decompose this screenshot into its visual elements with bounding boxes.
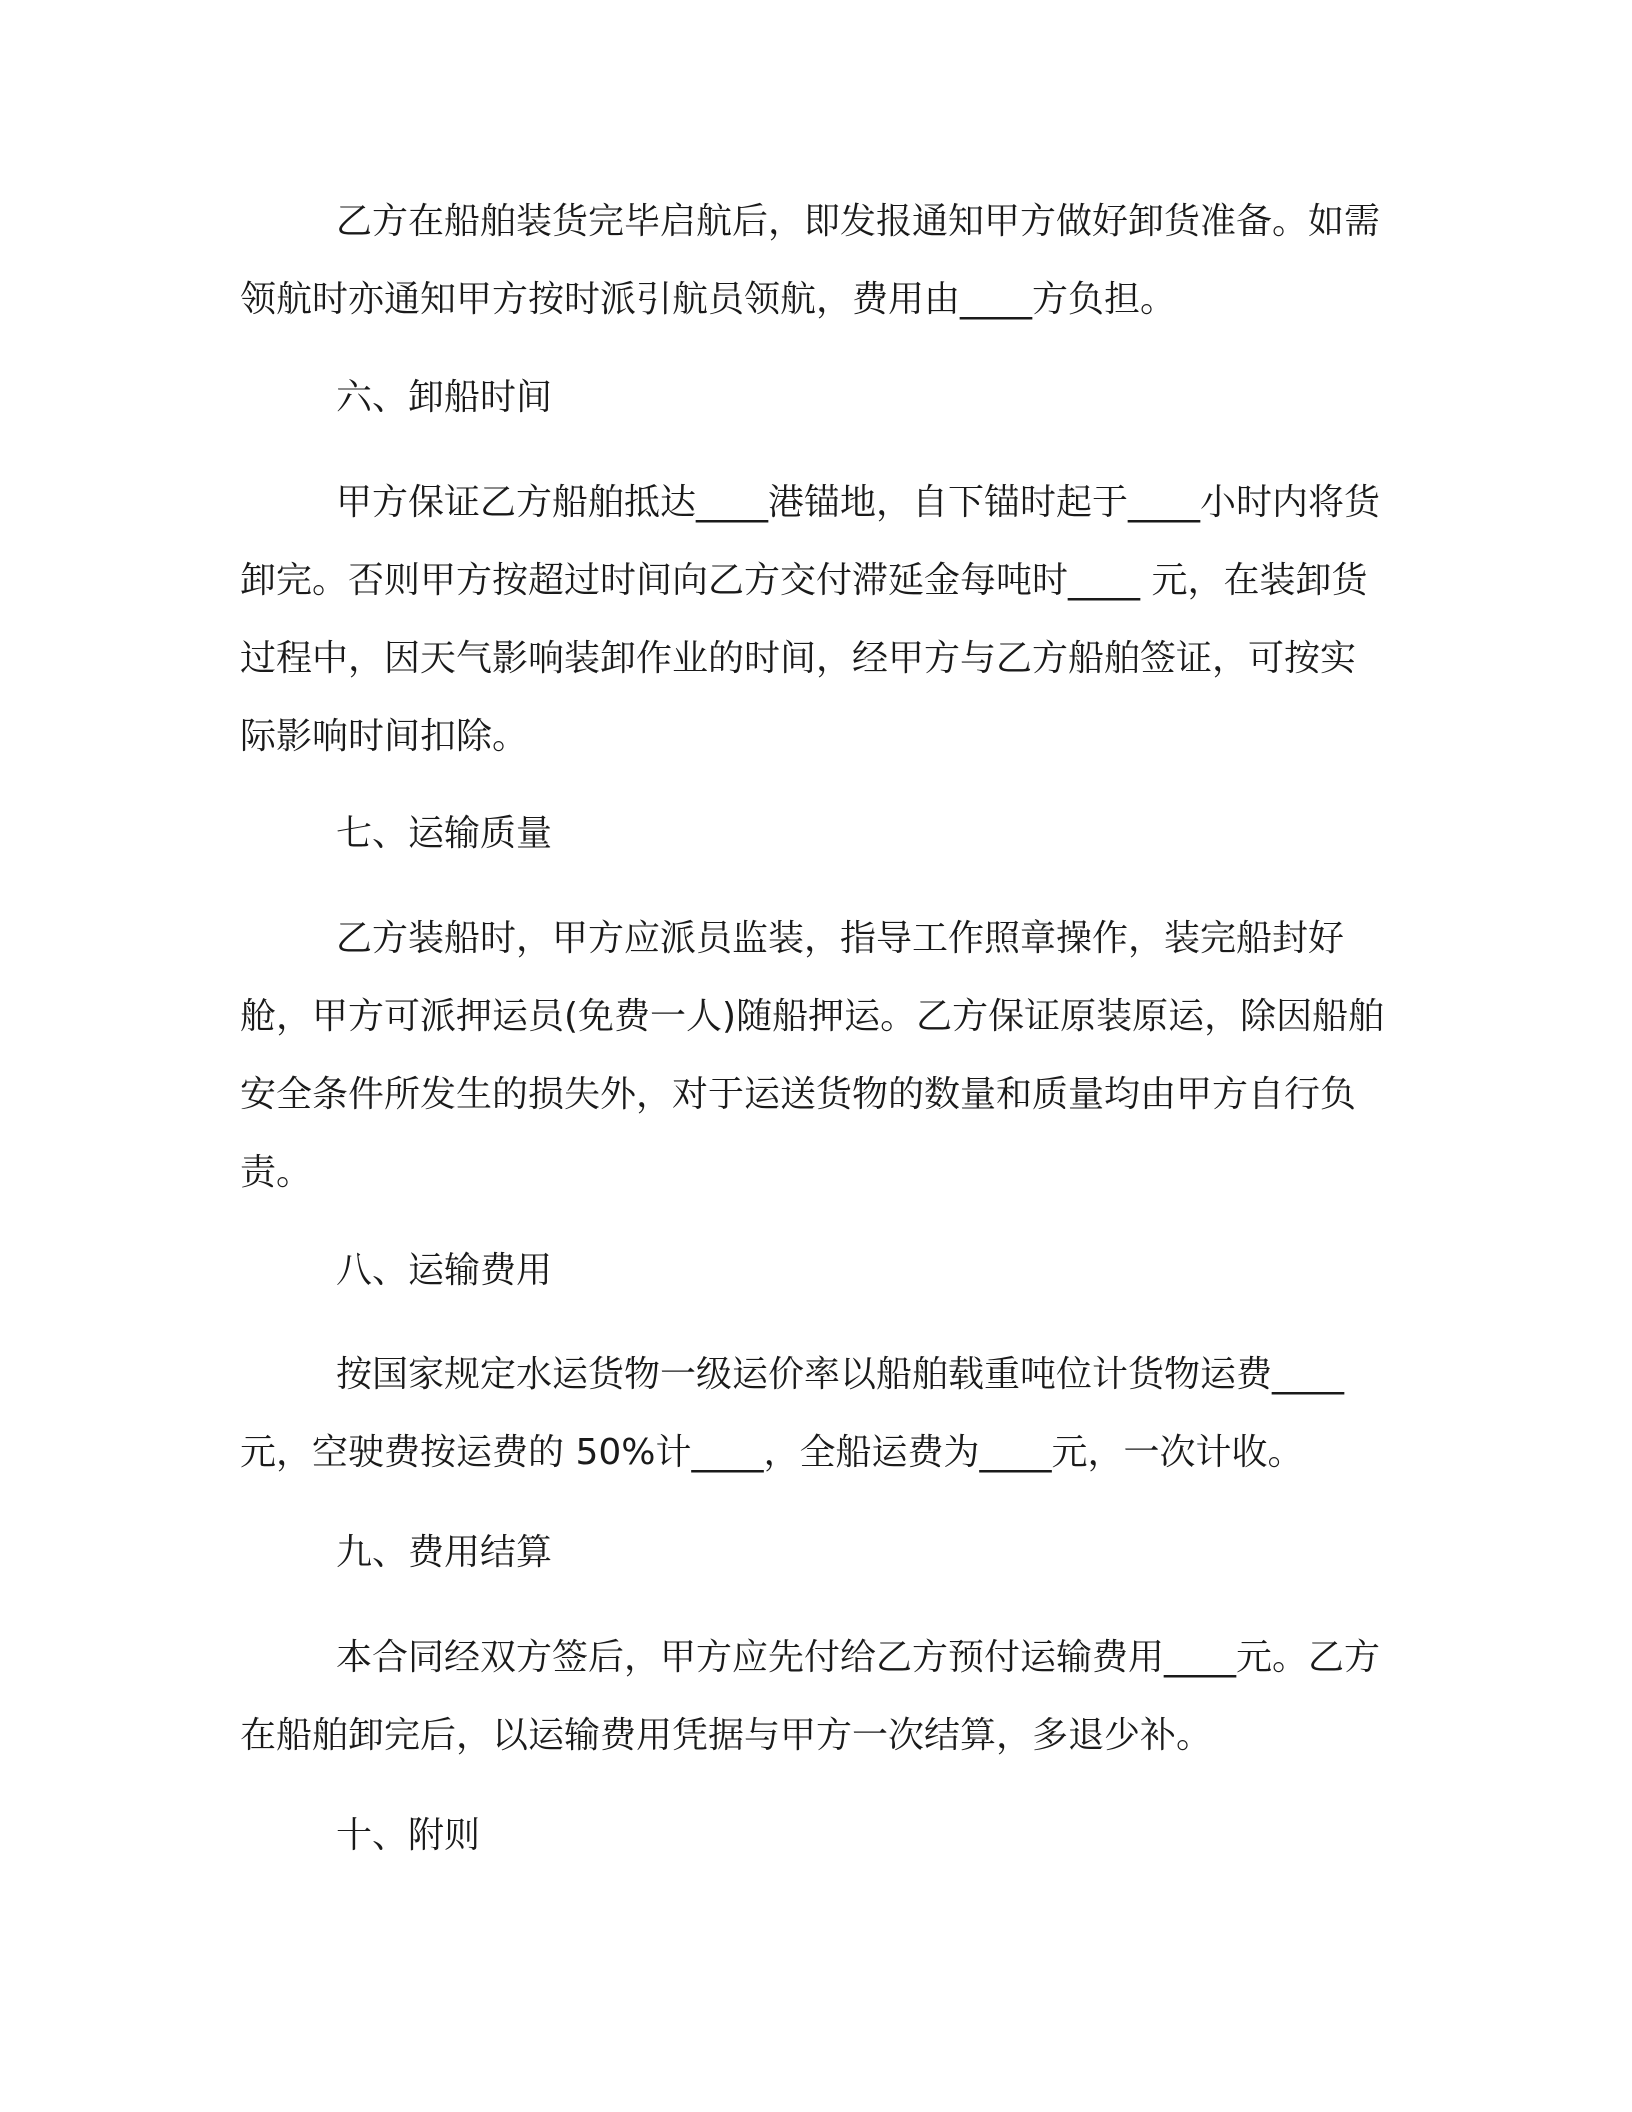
heading-fee-settlement: 九、费用结算 [336,1532,553,1573]
paragraph-transport-fees: 按国家规定水运货物一级运价率以船舶载重吨位计货物运费____元，空驶费按运费的 50%计____，全船运费为____元，一次计收。 [240,1354,1345,1473]
heading-transport-quality: 七、运输质量 [336,813,553,854]
heading-unloading-time: 六、卸船时间 [336,377,553,418]
heading-transport-fees: 八、运输费用 [336,1250,553,1291]
paragraph-transport-quality: 乙方装船时，甲方应派员监装，指导工作照章操作，装完船封好舱，甲方可派押运员(免费一人)随船押运。乙方保证原装原运，除因船舶安全条件所发生的损失外，对于运送货物的数量和质量均由甲方自行负责。 [240,918,1385,1193]
paragraph-departure-notice: 乙方在船舶装货完毕启航后，即发报通知甲方做好卸货准备。如需领航时亦通知甲方按时派引航员领航，费用由____方负担。 [240,201,1381,320]
heading-supplementary-provisions: 十、附则 [336,1815,481,1856]
paragraph-unloading-time: 甲方保证乙方船舶抵达____港锚地，自下锚时起于____小时内将货卸完。否则甲方按超过时间向乙方交付滞延金每吨时____ 元，在装卸货过程中，因天气影响装卸作业的时间，经甲方与乙方船舶签证，可按实际影响时间扣除。 [240,482,1381,757]
paragraph-fee-settlement: 本合同经双方签后，甲方应先付给乙方预付运输费用____元。乙方在船舶卸完后，以运输费用凭据与甲方一次结算，多退少补。 [240,1637,1381,1756]
